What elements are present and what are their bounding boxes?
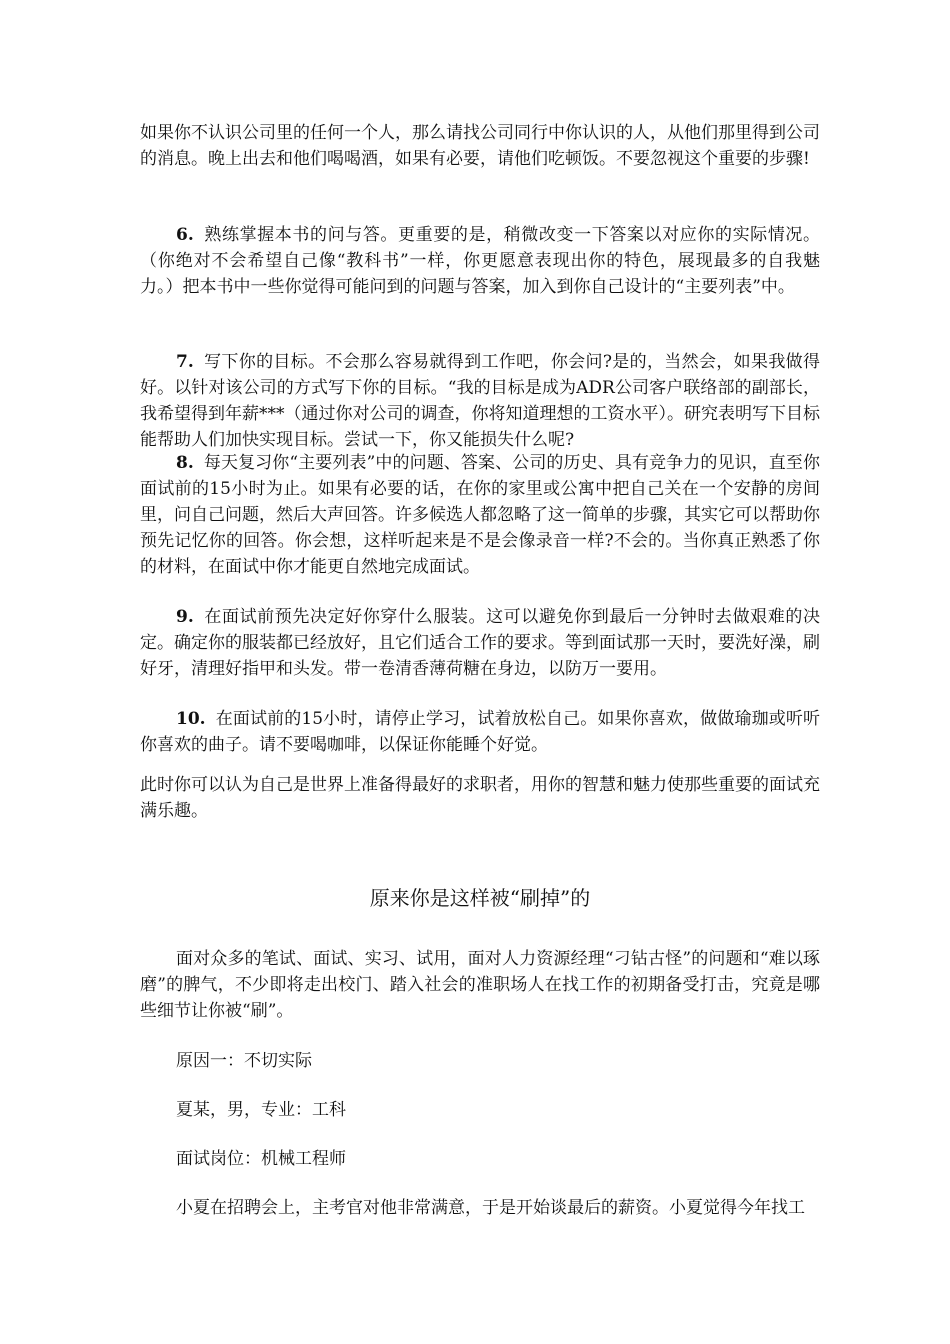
person-info: 夏某，男，专业：工科 <box>176 1100 346 1120</box>
reason-one: 原因一：不切实际 <box>176 1051 312 1071</box>
step-text: 在面试前的15小时，请停止学习，试着放松自己。如果你喜欢，做做瑜珈或听听你喜欢的曲子。请不要喝咖啡，以保证你能睡个好觉。 <box>140 709 820 755</box>
step-text: 写下你的目标。不会那么容易就得到工作吧，你会问?是的，当然会，如果我做得好。以针对该公司的方式写下你的目标。“我的目标是成为ADR公司客户联络部的副部长，我希望得到年薪***（通过你对公司的调查，你将知道理想的工资水平）。研究表明写下目标能帮助人们加快实现目标。尝试一下，你又能损失什么呢? <box>140 352 820 450</box>
step-text: 每天复习你“主要列表”中的问题、答案、公司的历史、具有竞争力的见识，直至你面试前的15小时为止。如果有必要的话，在你的家里或公寓中把自己关在一个安静的房间里，问自己问题，然后大声回答。许多候选人都忽略了这一简单的步骤，其实它可以帮助你预先记忆你的回答。你会想，这样听起来是不是会像录音一样?不会的。当你真正熟悉了你的材料，在面试中你才能更自然地完成面试。 <box>140 453 820 577</box>
interview-position: 面试岗位：机械工程师 <box>176 1149 346 1169</box>
step-text: 熟练掌握本书的问与答。更重要的是，稍微改变一下答案以对应你的实际情况。（你绝对不会希望自己像“教科书”一样，你更愿意表现出你的特色，展现最多的自我魅力。）把本书中一些你觉得可能问到的问题与答案，加入到你自己设计的“主要列表”中。 <box>140 225 820 297</box>
step-number: 9. <box>176 607 194 627</box>
step-number: 6. <box>176 225 194 245</box>
step-text: 在面试前预先决定好你穿什么服装。这可以避免你到最后一分钟时去做艰难的决定。确定你的服装都已经放好，且它们适合工作的要求。等到面试那一天时，要洗好澡，刷好牙，清理好指甲和头发。带一卷清香薄荷糖在身边，以防万一要用。 <box>140 607 820 679</box>
step-9 <box>140 604 820 682</box>
step-7 <box>140 349 820 453</box>
step-number: 8. <box>176 453 194 473</box>
step-number: 7. <box>176 352 194 372</box>
intro-paragraph: 如果你不认识公司里的任何一个人，那么请找公司同行中你认识的人，从他们那里得到公司的消息。晚上出去和他们喝喝酒，如果有必要，请他们吃顿饭。不要忽视这个重要的步骤! <box>140 123 820 169</box>
section-title: 原来你是这样被“刷掉”的 <box>369 886 591 910</box>
last-paragraph: 小夏在招聘会上，主考官对他非常满意，于是开始谈最后的薪资。小夏觉得今年找工 <box>176 1198 805 1218</box>
step-10 <box>140 706 820 758</box>
step-6 <box>140 222 820 300</box>
closing-paragraph: 此时你可以认为自己是世界上准备得最好的求职者，用你的智慧和魅力使那些重要的面试充满乐趣。 <box>140 775 820 821</box>
step-8 <box>140 450 820 580</box>
section-intro: 面对众多的笔试、面试、实习、试用，面对人力资源经理“刁钻古怪”的问题和“难以琢磨”的脾气，不少即将走出校门、踏入社会的准职场人在找工作的初期备受打击，究竟是哪些细节让你被“刷”。 <box>140 949 820 1021</box>
step-number: 10. <box>176 709 206 729</box>
